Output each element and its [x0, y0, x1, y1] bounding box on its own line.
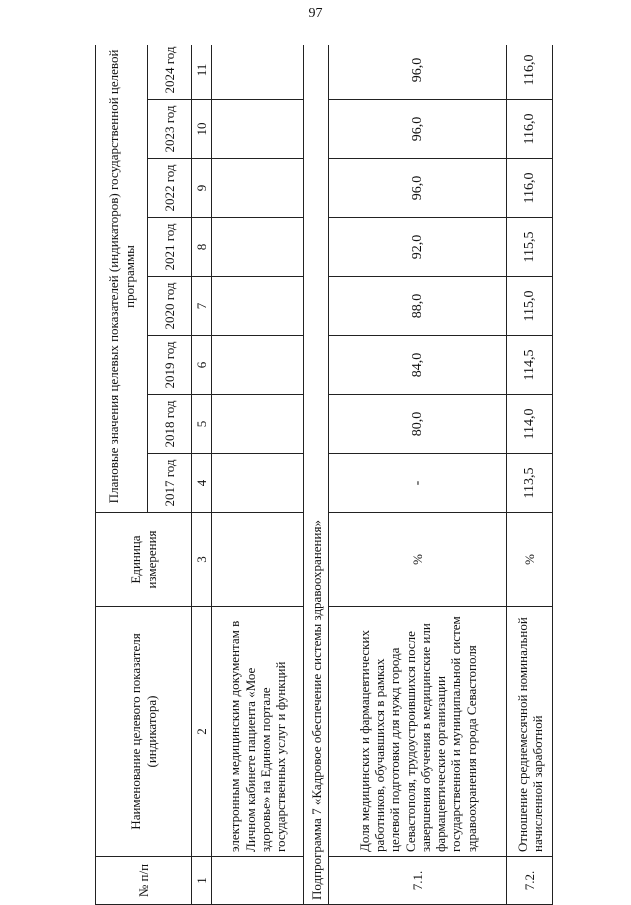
header-year: 2021 год	[148, 218, 192, 277]
row-value: 114,0	[507, 395, 553, 454]
table-row	[507, 45, 553, 905]
row-value: 84,0	[329, 336, 507, 395]
row-name: Отношение среднемесячной номинальной начисленной заработной	[507, 607, 553, 857]
column-number: 11	[192, 45, 212, 100]
row-name: Доля медицинских и фармацевтических работников, обучавшихся в рамках целевой подготовки для нужд города Севастополя, трудоустроившихся после завершения обучения в медицинские или фармацевтические организации государственной и муниципальной систем здравоохранения города Севастополя	[329, 607, 507, 857]
row-value: 96,0	[329, 159, 507, 218]
column-number: 3	[192, 513, 212, 607]
row-value: 113,5	[507, 454, 553, 513]
header-year: 2020 год	[148, 277, 192, 336]
row-num: 7.2.	[507, 857, 553, 905]
section-row	[304, 45, 329, 905]
column-number: 10	[192, 100, 212, 159]
row-value: 114,5	[507, 336, 553, 395]
row-name: электронным медицинским документам в Личном кабинете пациента «Мое здоровье» на Едином портале государственных услуг и функций	[212, 607, 304, 857]
row-value	[212, 100, 304, 159]
table-row	[329, 45, 507, 905]
table-row	[212, 45, 304, 905]
row-num	[212, 857, 304, 905]
header-planned: Плановые значения целевых показателей (индикаторов) государственной целевой программы	[96, 45, 148, 513]
rotated-table-area	[95, 45, 631, 905]
column-number: 4	[192, 454, 212, 513]
rotated-content	[95, 45, 631, 905]
row-value: -	[329, 454, 507, 513]
header-num: № п/п	[96, 857, 192, 905]
header-year: 2022 год	[148, 159, 192, 218]
row-unit: %	[329, 513, 507, 607]
row-value	[212, 218, 304, 277]
header-year: 2019 год	[148, 336, 192, 395]
row-value	[212, 277, 304, 336]
column-number: 1	[192, 857, 212, 905]
row-value: 80,0	[329, 395, 507, 454]
header-unit: Единица измерения	[96, 513, 192, 607]
header-year: 2017 год	[148, 454, 192, 513]
column-number: 9	[192, 159, 212, 218]
header-name: Наименование целевого показателя (индикатора)	[96, 607, 192, 857]
row-value	[212, 159, 304, 218]
header-year: 2024 год	[148, 45, 192, 100]
header-row-1	[96, 45, 148, 905]
column-number: 2	[192, 607, 212, 857]
row-value	[212, 454, 304, 513]
row-unit	[212, 513, 304, 607]
column-number: 7	[192, 277, 212, 336]
row-value: 116,0	[507, 159, 553, 218]
indicator-table	[95, 45, 553, 905]
row-num: 7.1.	[329, 857, 507, 905]
row-value: 88,0	[329, 277, 507, 336]
row-value	[212, 336, 304, 395]
header-year: 2023 год	[148, 100, 192, 159]
row-value: 115,5	[507, 218, 553, 277]
row-unit: %	[507, 513, 553, 607]
column-number-row	[192, 45, 212, 905]
row-value: 115,0	[507, 277, 553, 336]
header-year: 2018 год	[148, 395, 192, 454]
row-value	[212, 45, 304, 100]
row-value: 96,0	[329, 100, 507, 159]
row-value: 116,0	[507, 100, 553, 159]
column-number: 8	[192, 218, 212, 277]
subprogram-title: Подпрограмма 7 «Кадровое обеспечение системы здравоохранения»	[304, 45, 329, 905]
column-number: 6	[192, 336, 212, 395]
column-number: 5	[192, 395, 212, 454]
row-value: 92,0	[329, 218, 507, 277]
row-value	[212, 395, 304, 454]
page-number: 97	[308, 6, 323, 21]
row-value: 96,0	[329, 45, 507, 100]
row-value: 116,0	[507, 45, 553, 100]
